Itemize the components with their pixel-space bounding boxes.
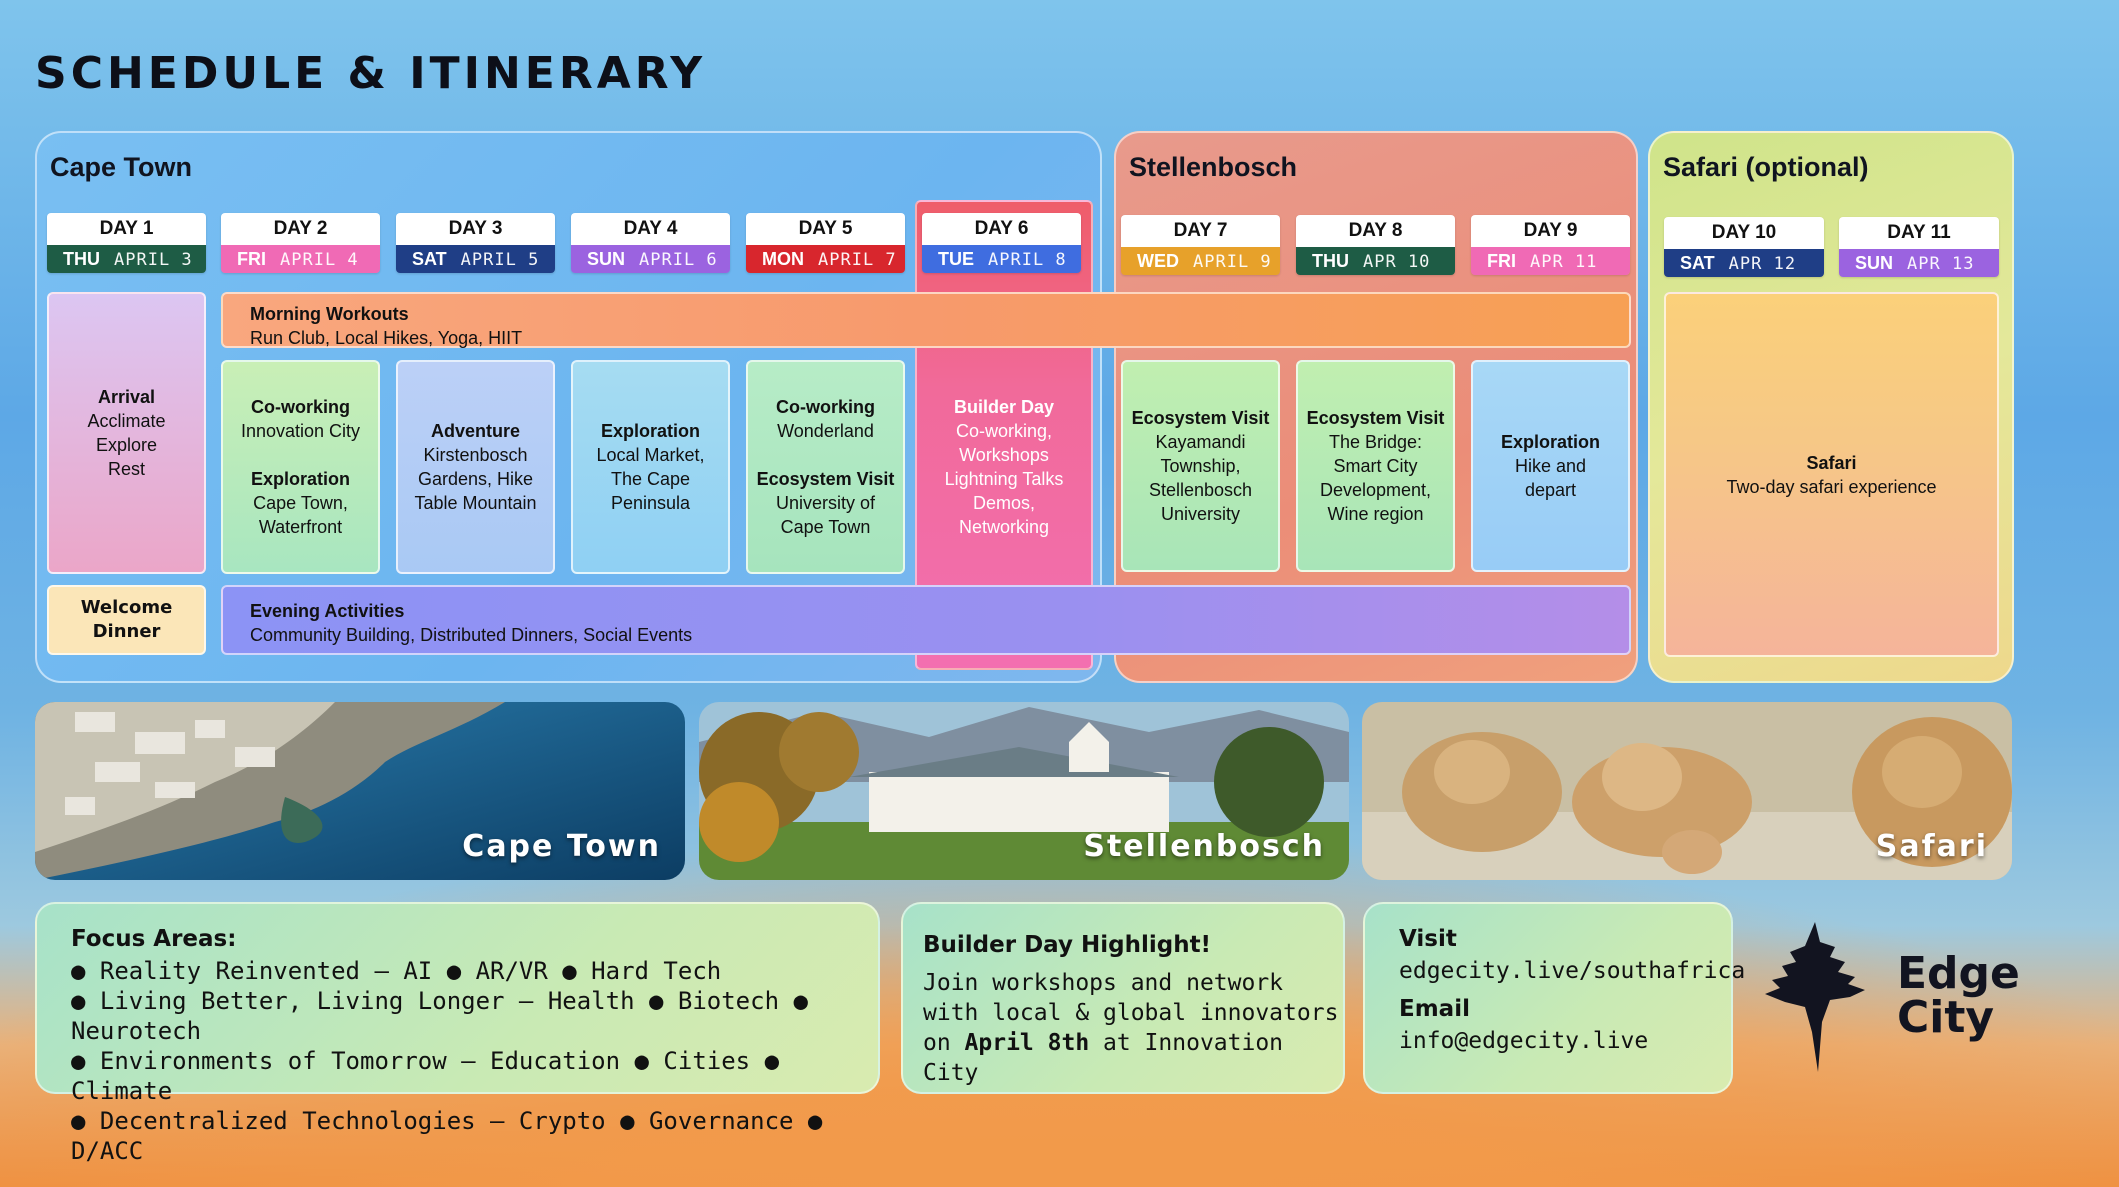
exploration-title: Exploration: [250, 469, 350, 489]
ecosystem-detail: Township,: [1160, 456, 1241, 476]
evening-desc: Community Building, Distributed Dinners, Social Events: [250, 625, 693, 645]
safari-detail: Two-day safari experience: [1726, 476, 1937, 497]
day-date-bar: [1664, 249, 1824, 277]
exploration-detail: Cape Town,: [253, 493, 348, 513]
ecosystem-visit-title: Ecosystem Visit: [1131, 408, 1270, 428]
coworking-title: Co-working: [251, 397, 350, 417]
day-date-bar: [221, 245, 380, 273]
adventure-detail: Kirstenbosch: [423, 445, 528, 465]
ecosystem-visit-title: Ecosystem Visit: [756, 469, 895, 489]
morning-title: Morning Workouts: [250, 304, 409, 324]
date-label: APRIL 5: [460, 250, 540, 270]
arrival-label: Arrival: [97, 387, 156, 407]
ecosystem-detail: University of: [775, 493, 876, 513]
exploration-detail: Hike and: [1514, 456, 1587, 476]
weekday-label: SAT: [1680, 253, 1715, 273]
date-label: APR 10: [1363, 252, 1431, 272]
exploration-detail: The Cape: [610, 469, 691, 489]
explore-label: Explore: [95, 435, 158, 455]
exploration-detail: depart: [1524, 480, 1577, 500]
weekday-label: MON: [762, 249, 804, 269]
adventure-detail: Table Mountain: [414, 493, 537, 513]
date-label: APRIL 6: [639, 250, 718, 270]
focus-item: ● Reality Reinvented – AI ● AR/VR ● Hard Tech: [71, 957, 722, 985]
day2-activities: [221, 360, 380, 574]
adventure-detail: Gardens, Hike: [417, 469, 534, 489]
acclimate-label: Acclimate: [87, 411, 166, 431]
weekday-label: THU: [1312, 251, 1349, 271]
day-number: DAY 10: [1664, 217, 1824, 249]
date-label: APRIL 4: [280, 250, 359, 270]
evening-title: Evening Activities: [250, 601, 405, 621]
day-card: [396, 213, 555, 273]
date-label: APR 11: [1530, 252, 1598, 272]
welcome-dinner-label: Welcome Dinner: [80, 597, 173, 642]
stellenbosch-label: Stellenbosch: [1083, 829, 1325, 864]
ecosystem-detail: The Bridge:: [1328, 432, 1423, 452]
exploration-detail: Local Market,: [596, 445, 705, 465]
day-card: [746, 213, 905, 273]
day-card: [1471, 215, 1630, 275]
weekday-label: WED: [1137, 251, 1179, 271]
exploration-detail: Waterfront: [258, 517, 343, 537]
day8-activities: [1296, 360, 1455, 572]
ecosystem-detail: Development,: [1319, 480, 1432, 500]
day-number: DAY 7: [1121, 215, 1280, 247]
edge-city-logo: [1760, 922, 2020, 1072]
day-card: [1839, 217, 1999, 277]
day-card: [47, 213, 206, 273]
day-number: DAY 2: [221, 213, 380, 245]
day-card: [922, 213, 1081, 273]
ecosystem-visit-title: Ecosystem Visit: [1306, 408, 1445, 428]
wonderland-label: Wonderland: [777, 421, 874, 441]
safari-photo: [1362, 702, 2012, 880]
day-number: DAY 11: [1839, 217, 1999, 249]
day-date-bar: [1471, 247, 1630, 275]
ecosystem-detail: Wine region: [1327, 504, 1424, 524]
day-date-bar: [47, 245, 206, 273]
contact-card: [1363, 902, 1746, 1094]
safari-activities: [1664, 292, 1999, 657]
highlight-line: Join workshops and network: [923, 970, 1284, 996]
email-label: Email: [1399, 996, 1470, 1022]
rest-label: Rest: [107, 459, 145, 479]
day-number: DAY 9: [1471, 215, 1630, 247]
stellenbosch-photo: [699, 702, 1349, 880]
day-date-bar: [396, 245, 555, 273]
day-card: [221, 213, 380, 273]
safari-label: Safari: [1875, 829, 1988, 864]
date-label: APRIL 9: [1193, 252, 1272, 272]
safari-title: Safari (optional): [1663, 152, 1869, 182]
day-card: [571, 213, 730, 273]
day3-activities: [396, 360, 555, 574]
day-number: DAY 8: [1296, 215, 1455, 247]
day-date-bar: [1121, 247, 1280, 275]
exploration-detail: Peninsula: [610, 493, 691, 513]
day-number: DAY 3: [396, 213, 555, 245]
adventure-title: Adventure: [430, 421, 520, 441]
focus-areas-card: [35, 902, 880, 1165]
innovation-city-label: Innovation City: [240, 421, 361, 441]
weekday-label: TUE: [938, 249, 974, 269]
day-date-bar: [1296, 247, 1455, 275]
exploration-title: Exploration: [1500, 432, 1600, 452]
ecosystem-detail: Smart City: [1333, 456, 1418, 476]
day-number: DAY 4: [571, 213, 730, 245]
weekday-label: FRI: [237, 249, 266, 269]
ecosystem-detail: University: [1160, 504, 1240, 524]
coworking-title: Co-working: [776, 397, 875, 417]
ecosystem-detail: Cape Town: [780, 517, 871, 537]
ecosystem-detail: Kayamandi: [1155, 432, 1246, 452]
highlight-title: Builder Day Highlight!: [923, 932, 1212, 958]
builder-day-detail: Demos,: [972, 493, 1035, 513]
focus-item: ● Decentralized Technologies – Crypto ● Governance ● D/ACC: [71, 1107, 823, 1165]
builder-day-detail: Networking: [958, 517, 1050, 537]
stellenbosch-title: Stellenbosch: [1129, 152, 1298, 182]
day-date-bar: [571, 245, 730, 273]
day-card: [1296, 215, 1455, 275]
weekday-label: SAT: [412, 249, 447, 269]
exploration-title: Exploration: [600, 421, 700, 441]
logo-text-city: City: [1897, 992, 1995, 1043]
builder-day-detail: Workshops: [959, 445, 1049, 465]
weekday-label: THU: [63, 249, 100, 269]
day-number: DAY 6: [922, 213, 1081, 245]
day-card: [1121, 215, 1280, 275]
day6-activities: [921, 360, 1087, 574]
focus-areas-title: Focus Areas:: [71, 926, 237, 952]
highlight-line: on April 8th at Innovation City: [923, 1030, 1284, 1086]
email-link[interactable]: info@edgecity.live: [1399, 1028, 1649, 1054]
builder-day-title: Builder Day: [953, 397, 1055, 417]
focus-item: ● Environments of Tomorrow – Education ● Cities ● Climate: [71, 1047, 780, 1105]
date-label: APRIL 7: [818, 250, 897, 270]
day7-activities: [1121, 360, 1280, 572]
focus-item: ● Living Better, Living Longer – Health ● Biotech ● Neurotech: [71, 987, 808, 1045]
builder-day-detail: Lightning Talks: [944, 469, 1064, 489]
weekday-label: SUN: [587, 249, 626, 269]
website-link[interactable]: edgecity.live/southafrica: [1399, 958, 1746, 984]
date-label: APR 12: [1728, 254, 1797, 274]
date-label: APR 13: [1907, 254, 1975, 274]
day5-activities: [746, 360, 905, 574]
page-title: SCHEDULE & ITINERARY: [35, 48, 707, 99]
day-date-bar: [1839, 249, 1999, 277]
morning-workouts-banner: [221, 292, 1631, 348]
builder-day-detail: Co-working,: [955, 421, 1053, 441]
day1-activities: [47, 292, 206, 574]
logo-text-edge: Edge: [1897, 948, 2020, 999]
builder-day-highlight-card: [901, 902, 1345, 1094]
visit-label: Visit: [1399, 926, 1457, 952]
day-date-bar: [746, 245, 905, 273]
day-date-bar: [922, 245, 1081, 273]
date-label: APRIL 8: [988, 250, 1067, 270]
day-number: DAY 1: [47, 213, 206, 245]
weekday-label: SUN: [1855, 253, 1894, 273]
cape-town-photo: [35, 702, 685, 880]
weekday-label: FRI: [1487, 251, 1516, 271]
cape-town-label: Cape Town: [462, 829, 661, 864]
date-label: APRIL 3: [114, 250, 193, 270]
day-card: [1664, 217, 1824, 277]
ecosystem-detail: Stellenbosch: [1148, 480, 1253, 500]
morning-desc: Run Club, Local Hikes, Yoga, HIIT: [250, 328, 523, 348]
safari-title: Safari: [1806, 452, 1857, 473]
welcome-dinner: [47, 585, 206, 655]
cape-town-title: Cape Town: [50, 152, 193, 182]
highlight-line: with local & global innovators: [923, 1000, 1339, 1026]
day4-activities: [571, 360, 730, 574]
day9-activities: [1471, 360, 1630, 572]
floating-island-icon: [1760, 922, 1870, 1072]
day-number: DAY 5: [746, 213, 905, 245]
evening-activities-banner: [221, 585, 1631, 655]
